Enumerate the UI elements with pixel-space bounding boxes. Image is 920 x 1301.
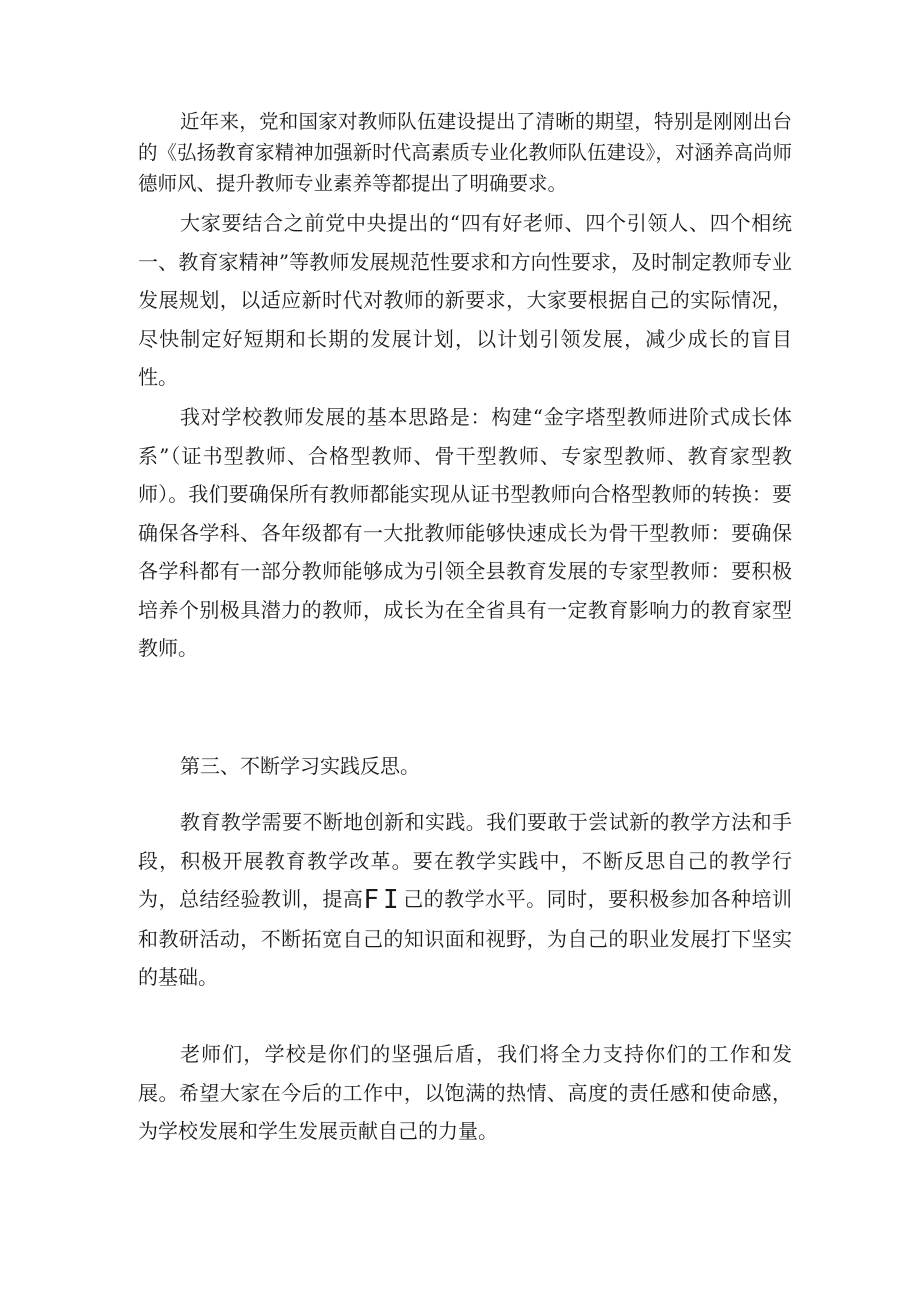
section-heading-third: 第三、不断学习实践反思。 xyxy=(180,754,420,778)
paragraph-text-after: 己的教学水平。同时，要积极参加各种培训和教研活动，不断拓宽自己的知识面和视野，为自己的职业发展打下坚实的基础。 xyxy=(138,887,793,989)
paragraph-pyramid-growth-system: 我对学校教师发展的基本思路是：构建“金字塔型教师进阶式成长体系”（证书型教师、合格型教师、骨干型教师、专家型教师、教育家型教师）。我们要确保所有教师都能实现从证书型教师向合格型教师的转换：要确保各学科、各年级都有一大批教师能够快速成长为骨干型教师：要确保各学科都有一部分教师能够成为引领全县教育发展的专家型教师：要积极培养个别极具潜力的教师，成长为在全省具有一定教育影响力的教育家型教师。 xyxy=(138,405,792,660)
paragraph-development-planning: 大家要结合之前党中央提出的“四有好老师、四个引领人、四个相统一、教育家精神”等教师发展规范性要求和方向性要求，及时制定教师专业发展规划，以适应新时代对教师的新要求，大家要根据自己的实际情况，尽快制定好短期和长期的发展计划，以计划引领发展，减少成长的盲目性。 xyxy=(138,211,792,389)
paragraph-text-before: 教育教学需要不断地创新和实践。我们要敢于尝试新的教学方法和手段，积极开展教育教学改革。要在教学实践中，不断反思自己的教学行为，总结经验教训，提高 xyxy=(138,810,792,911)
glitch-text: FI xyxy=(363,885,403,915)
paragraph-learning-practice-reflection xyxy=(138,803,792,997)
paragraph-teacher-team-expectations: 近年来，党和国家对教师队伍建设提出了清晰的期望，特别是刚刚出台的《弘扬教育家精神加强新时代高素质专业化教师队伍建设》，对涵养高尚师德师风、提升教师专业素养等都提出了明确要求。 xyxy=(138,110,792,195)
paragraph-closing-support: 老师们，学校是你们的坚强后盾，我们将全力支持你们的工作和发展。希望大家在今后的工作中，以饱满的热情、高度的责任感和使命感，为学校发展和学生发展贡献自己的力量。 xyxy=(138,1042,792,1143)
